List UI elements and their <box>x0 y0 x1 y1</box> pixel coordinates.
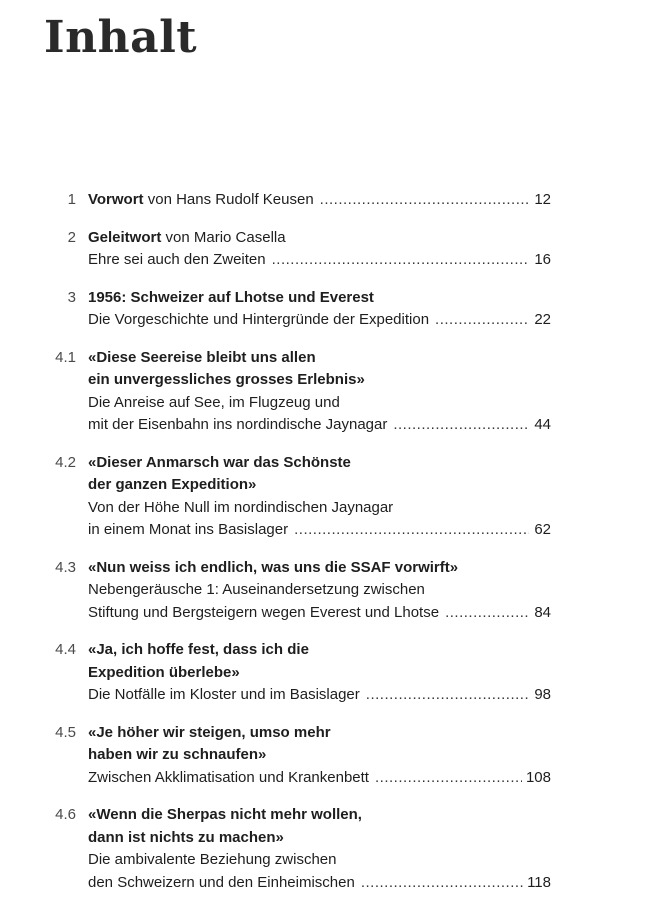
entry-heading: Vorwort <box>88 191 144 208</box>
entry-subtitle-line-2: in einem Monat ins Basislager <box>88 521 289 538</box>
entry-subtitle: Nebengeräusche 1: Auseinandersetzung zwischen <box>88 581 425 598</box>
toc-entry-4-1[interactable] <box>0 347 647 437</box>
table-of-contents <box>0 189 647 909</box>
dot-leader <box>445 602 529 625</box>
toc-entry-4-4[interactable] <box>0 639 647 707</box>
entry-heading: 1956: Schweizer auf Lhotse und Everest <box>88 288 374 306</box>
entry-heading-line-2: dann ist nichts zu machen» <box>88 828 284 846</box>
toc-entry-2[interactable] <box>0 227 647 272</box>
entry-number: 3 <box>67 288 76 306</box>
entry-heading: «Wenn die Sherpas nicht mehr wollen, <box>88 806 362 823</box>
entry-page-number: 62 <box>534 521 551 538</box>
dot-leader <box>294 519 529 542</box>
dot-leader <box>366 684 529 707</box>
entry-heading-line-2: ein unvergessliches grosses Erlebnis» <box>88 371 365 388</box>
entry-page-number: 44 <box>534 416 551 433</box>
entry-page-number: 98 <box>534 686 551 703</box>
entry-heading-line-2: haben wir zu schnaufen» <box>88 746 267 763</box>
toc-entry-4-5[interactable] <box>0 722 647 790</box>
entry-number: 4.2 <box>55 453 76 471</box>
toc-entry-1[interactable] <box>0 189 647 212</box>
toc-entry-3[interactable] <box>0 287 647 332</box>
entry-page-number: 22 <box>534 311 551 328</box>
toc-entry-4-3[interactable] <box>0 557 647 625</box>
entry-subtitle: Die Anreise auf See, im Flugzeug und <box>88 393 340 411</box>
dot-leader <box>435 309 529 332</box>
entry-heading-tail: von Hans Rudolf Keusen <box>143 191 314 208</box>
entry-subtitle: Ehre sei auch den Zweiten <box>88 251 266 268</box>
dot-leader <box>393 414 529 437</box>
entry-subtitle: Die Notfälle im Kloster und im Basislager <box>88 686 360 703</box>
entry-page-number: 12 <box>534 191 551 208</box>
entry-subtitle: Die Vorgeschichte und Hintergründe der Expedition <box>88 311 430 328</box>
entry-heading: «Je höher wir steigen, umso mehr <box>88 723 331 741</box>
dot-leader <box>320 189 529 212</box>
entry-subtitle: Die ambivalente Beziehung zwischen <box>88 851 337 868</box>
entry-heading: Geleitwort <box>88 228 162 246</box>
entry-page-number: 118 <box>527 873 551 891</box>
entry-heading-tail: von Mario Casella <box>161 228 286 246</box>
entry-subtitle-line-2: mit der Eisenbahn ins nordindische Jaynagar <box>88 416 388 433</box>
entry-number: 1 <box>67 191 76 208</box>
entry-subtitle-line-2: den Schweizern und den Einheimischen <box>88 873 355 891</box>
entry-subtitle: Zwischen Akklimatisation und Krankenbett <box>88 768 369 786</box>
entry-number: 4.1 <box>55 348 76 366</box>
entry-number: 4.6 <box>55 806 76 823</box>
entry-heading: «Diese Seereise bleibt uns allen <box>88 348 316 366</box>
entry-number: 4.5 <box>55 723 76 741</box>
entry-heading: «Nun weiss ich endlich, was uns die SSAF vorwirft» <box>88 558 459 576</box>
entry-page-number: 84 <box>534 603 551 621</box>
entry-number: 4.4 <box>55 641 76 658</box>
entry-number: 4.3 <box>55 558 76 576</box>
entry-heading: «Dieser Anmarsch war das Schönste <box>88 453 351 471</box>
toc-entry-4-2[interactable] <box>0 452 647 542</box>
entry-heading-line-2: Expedition überlebe» <box>88 663 240 681</box>
page-title: Inhalt <box>44 12 198 63</box>
entry-number: 2 <box>67 228 76 246</box>
dot-leader <box>375 767 522 790</box>
entry-page-number: 108 <box>525 768 551 786</box>
entry-heading: «Ja, ich hoffe fest, dass ich die <box>88 641 309 658</box>
dot-leader <box>272 249 529 272</box>
entry-page-number: 16 <box>534 251 551 268</box>
toc-entry-4-6[interactable] <box>0 804 647 894</box>
entry-heading-line-2: der ganzen Expedition» <box>88 476 257 493</box>
dot-leader <box>361 872 523 895</box>
entry-subtitle-line-2: Stiftung und Bergsteigern wegen Everest und Lhotse <box>88 603 440 621</box>
entry-subtitle: Von der Höhe Null im nordindischen Jaynagar <box>88 498 394 516</box>
